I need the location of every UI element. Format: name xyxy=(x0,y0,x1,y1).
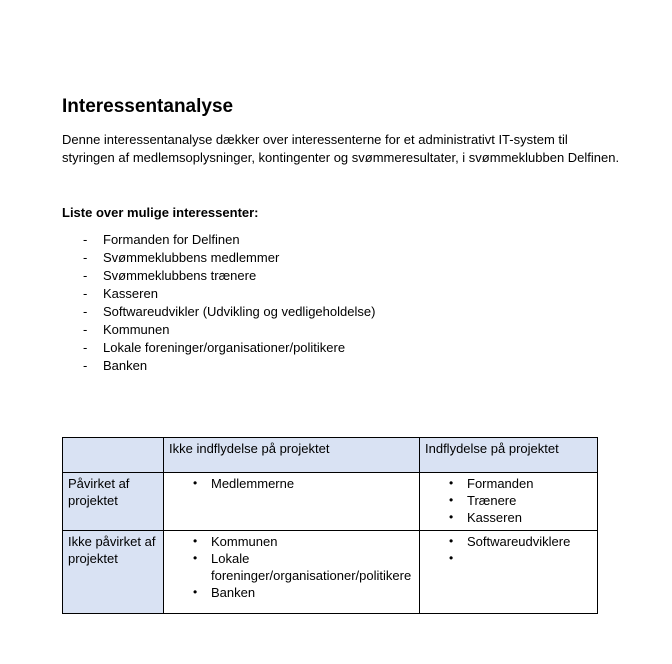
cell-affected-influence xyxy=(420,473,598,531)
cell-not-affected-no-influence xyxy=(164,531,420,614)
dash-marker: - xyxy=(83,358,88,373)
bullet-marker: • xyxy=(193,551,198,565)
bullet-marker: • xyxy=(449,510,454,524)
stakeholder-list xyxy=(83,231,375,375)
list-item xyxy=(83,249,375,267)
list-item-text: Softwareudviklere xyxy=(467,534,571,549)
list-item-text: Lokale foreninger/organisationer/politikere xyxy=(211,551,412,583)
list-item xyxy=(425,509,592,526)
header-no-influence: Ikke indflydelse på projektet xyxy=(164,438,420,473)
cell-affected-no-influence xyxy=(164,473,420,531)
list-item-text: Formanden for Delfinen xyxy=(103,232,240,247)
bullet-marker: • xyxy=(193,585,198,599)
matrix-header-row xyxy=(63,438,598,473)
dash-marker: - xyxy=(83,286,88,301)
list-item-text: Svømmeklubbens trænere xyxy=(103,268,257,283)
list-item xyxy=(83,267,375,285)
list-item xyxy=(83,339,375,357)
dash-marker: - xyxy=(83,304,88,319)
list-item xyxy=(169,475,414,492)
list-item-text: Kommunen xyxy=(103,322,170,337)
list-item-text: Banken xyxy=(211,585,256,600)
list-item-text: Kasseren xyxy=(467,510,522,525)
bullet-marker: • xyxy=(449,476,454,490)
list-item-text: Kommunen xyxy=(211,534,278,549)
list-item xyxy=(425,533,592,550)
row-label-affected: Påvirket af projektet xyxy=(63,473,164,531)
list-item xyxy=(169,550,414,584)
dash-marker: - xyxy=(83,322,88,337)
bullet-list xyxy=(425,533,592,565)
list-item xyxy=(169,533,414,550)
list-item-text: Formanden xyxy=(467,476,534,491)
bullet-marker: • xyxy=(449,551,454,565)
matrix-row-affected xyxy=(63,473,598,531)
bullet-list xyxy=(425,475,592,526)
list-item xyxy=(169,584,414,601)
list-item xyxy=(425,492,592,509)
row-label-not-affected: Ikke påvirket af projektet xyxy=(63,531,164,614)
bullet-list xyxy=(169,475,414,492)
list-item-text: Banken xyxy=(103,358,148,373)
list-item xyxy=(83,231,375,249)
list-item xyxy=(83,303,375,321)
list-item xyxy=(425,475,592,492)
list-item-text: Softwareudvikler (Udvikling og vedligeholdelse) xyxy=(103,304,376,319)
list-item-text: Svømmeklubbens medlemmer xyxy=(103,250,280,265)
list-item-text: Lokale foreninger/organisationer/politikere xyxy=(103,340,346,355)
cell-not-affected-influence xyxy=(420,531,598,614)
bullet-marker: • xyxy=(193,534,198,548)
list-item-text: Trænere xyxy=(467,493,517,508)
list-item xyxy=(83,357,375,375)
dash-marker: - xyxy=(83,232,88,247)
list-item-text: Kasseren xyxy=(103,286,158,301)
bullet-marker: • xyxy=(449,534,454,548)
stakeholder-matrix xyxy=(62,437,598,614)
dash-marker: - xyxy=(83,268,88,283)
dash-marker: - xyxy=(83,250,88,265)
list-item xyxy=(83,285,375,303)
list-item xyxy=(83,321,375,339)
stakeholder-list-heading: Liste over mulige interessenter: xyxy=(62,205,259,220)
page-title: Interessentanalyse xyxy=(62,96,234,117)
bullet-marker: • xyxy=(193,476,198,490)
header-influence: Indflydelse på projektet xyxy=(420,438,598,473)
list-item-text: Medlemmerne xyxy=(211,476,295,491)
matrix-row-not-affected xyxy=(63,531,598,614)
matrix-corner-cell xyxy=(63,438,164,473)
intro-paragraph: Denne interessentanalyse dækker over interessenterne for et administrativt IT-system til styringen af medlemsoplysninger, kontingenter og svømmeresultater, i svømmeklubben Delfinen. xyxy=(62,132,620,165)
bullet-list xyxy=(169,533,414,601)
bullet-marker: • xyxy=(449,493,454,507)
dash-marker: - xyxy=(83,340,88,355)
